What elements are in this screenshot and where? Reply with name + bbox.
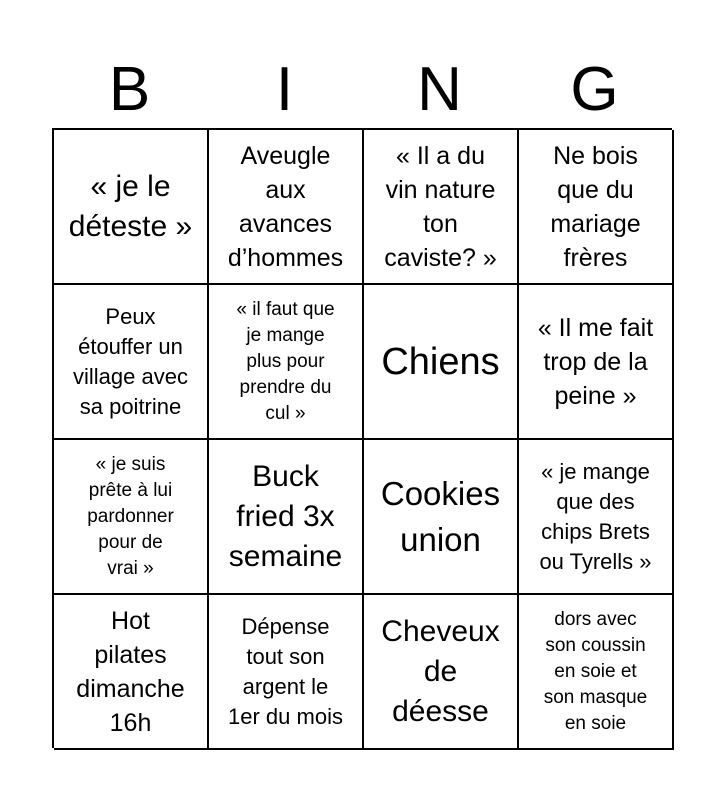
- cell-text: Dépense tout son argent le 1er du mois: [228, 613, 343, 729]
- bingo-cell[interactable]: [209, 440, 364, 595]
- header-letter-b: B: [108, 55, 151, 124]
- header-letter-g: G: [570, 55, 619, 124]
- cell-text: Aveugle aux avances d’hommes: [227, 141, 344, 272]
- cell-text: Cheveux de déesse: [381, 614, 500, 728]
- bingo-cell[interactable]: [209, 130, 364, 285]
- bingo-cell[interactable]: [519, 595, 674, 750]
- cell-text: « Il me fait trop de la peine »: [537, 313, 654, 410]
- bingo-cell[interactable]: [209, 285, 364, 440]
- bingo-cell[interactable]: [364, 130, 519, 285]
- cell-text: dors avec son coussin en soie et son masque en soie: [543, 608, 648, 734]
- bingo-cell[interactable]: [209, 595, 364, 750]
- bingo-cell[interactable]: [364, 595, 519, 750]
- bingo-cell[interactable]: [54, 130, 209, 285]
- cell-text: Ne bois que du mariage frères: [550, 141, 641, 272]
- bingo-cell[interactable]: [54, 285, 209, 440]
- bingo-cell[interactable]: [519, 285, 674, 440]
- bingo-grid: [52, 128, 672, 748]
- cell-text: « je le déteste »: [68, 169, 193, 243]
- bingo-header: [52, 52, 672, 128]
- cell-text: « il faut que je mange plus pour prendre du cul »: [236, 298, 335, 424]
- cell-text: « je suis prête à lui pardonner pour de vrai »: [87, 453, 174, 579]
- cell-text: « Il a du vin nature ton caviste? »: [384, 141, 497, 272]
- header-letter-i: I: [275, 55, 294, 124]
- cell-text: Cookies union: [380, 474, 501, 558]
- bingo-cell[interactable]: [54, 595, 209, 750]
- bingo-cell[interactable]: [519, 440, 674, 595]
- bingo-cell[interactable]: [519, 130, 674, 285]
- cell-text: Peux étouffer un village avec sa poitrine: [73, 303, 188, 419]
- header-letter-n: N: [417, 55, 462, 124]
- cell-text: Buck fried 3x semaine: [228, 459, 343, 573]
- bingo-cell[interactable]: [364, 440, 519, 595]
- bingo-cell[interactable]: [54, 440, 209, 595]
- cell-text: Chiens: [381, 340, 500, 383]
- cell-text: Hot pilates dimanche 16h: [76, 606, 185, 737]
- bingo-cell[interactable]: [364, 285, 519, 440]
- cell-text: « je mange que des chips Brets ou Tyrells »: [539, 458, 652, 574]
